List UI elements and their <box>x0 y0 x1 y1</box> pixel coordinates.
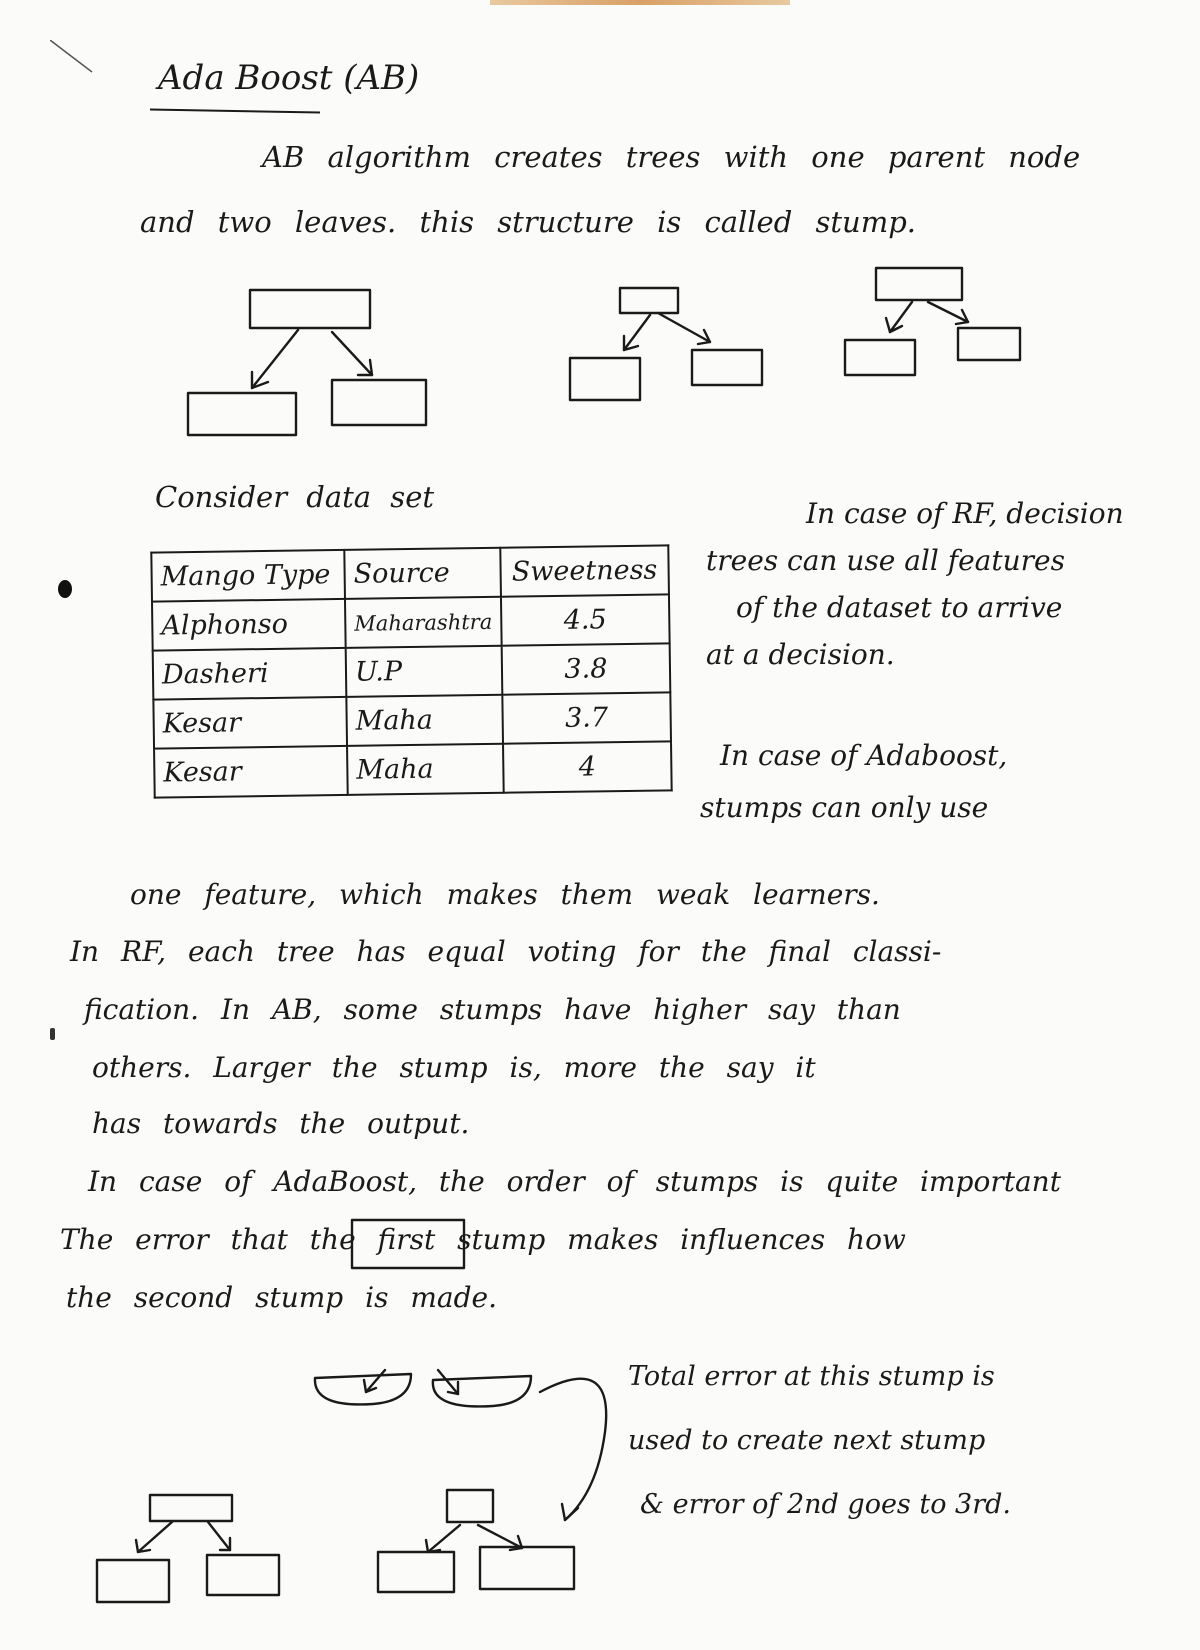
stump-leaf <box>692 350 762 385</box>
stump-leaf <box>845 340 915 375</box>
table-cell: U.P <box>346 646 503 697</box>
table-cell: 4 <box>503 741 672 792</box>
paragraph-line: In case of AdaBoost, the order of stumps is quite important <box>88 1165 1061 1198</box>
stump-leaf <box>378 1552 454 1592</box>
page-dot <box>58 580 72 598</box>
table-row <box>153 692 671 748</box>
stump-diagram-1 <box>188 290 426 435</box>
error-note-line: Total error at this stump is <box>628 1361 995 1392</box>
stump-sequence-2 <box>97 1495 279 1602</box>
dataset-label: Consider data set <box>155 480 435 514</box>
rf-note-line: trees can use all features <box>706 544 1065 577</box>
table-row <box>152 594 670 650</box>
rf-side-note <box>706 490 1176 678</box>
stump-leaf <box>958 328 1020 360</box>
error-note-line: & error of 2nd goes to 3rd. <box>640 1489 1012 1520</box>
table-cell: 3.7 <box>502 692 671 743</box>
stump-leaf <box>315 1374 411 1404</box>
paragraph-line: In RF, each tree has equal voting for the final classi- <box>70 935 942 968</box>
table-cell: Kesar <box>154 746 348 798</box>
header-cell: Sweetness <box>500 545 669 596</box>
table-cell: Maha <box>347 744 504 795</box>
rf-note-line: at a decision. <box>706 638 895 671</box>
table-cell: Dasheri <box>153 648 347 700</box>
intro-line-2: and two leaves. this structure is called stump. <box>140 205 916 239</box>
paragraph-line: The error that the first stump makes influences how <box>60 1223 906 1256</box>
table-cell: 3.8 <box>502 643 671 694</box>
stump-diagram-2 <box>570 288 762 400</box>
stump-leaf <box>570 358 640 400</box>
weak-learner-line: one feature, which makes them weak learners. <box>130 878 880 911</box>
stump-root <box>620 288 678 313</box>
header-cell: Source <box>344 548 501 599</box>
table-row <box>154 741 672 797</box>
stump-root <box>250 290 370 328</box>
stump-leaf <box>480 1547 574 1589</box>
rf-note-line: In case of RF, decision <box>806 497 1124 530</box>
stump-diagram-3 <box>845 268 1020 375</box>
stump-leaf <box>207 1555 279 1595</box>
table-cell: Maharashtra <box>345 597 502 648</box>
mango-dataset-table <box>150 544 672 798</box>
table-cell: Maha <box>346 695 503 746</box>
ab-note-line: In case of Adaboost, <box>720 739 1008 772</box>
page-title: Ada Boost (AB) <box>158 58 420 98</box>
table-cell: 4.5 <box>501 594 670 645</box>
paragraph-line: others. Larger the stump is, more the say it <box>92 1051 816 1084</box>
header-cell: Mango Type <box>151 550 345 602</box>
stump-leaf <box>97 1560 169 1602</box>
stump-sequence-1 <box>315 1220 606 1520</box>
ab-note-line: stumps can only use <box>700 791 989 824</box>
table-cell: Kesar <box>153 697 347 749</box>
page-dot <box>50 1028 55 1040</box>
intro-line-1: AB algorithm creates trees with one parent node <box>262 140 1081 174</box>
paragraph-line: the second stump is made. <box>66 1281 497 1314</box>
paragraph-line: fication. In AB, some stumps have higher say than <box>84 993 901 1026</box>
stump-leaf <box>188 393 296 435</box>
stump-root <box>876 268 962 300</box>
stump-root <box>150 1495 232 1521</box>
adaboost-side-note <box>700 730 1170 834</box>
paragraph-line: has towards the output. <box>92 1107 470 1140</box>
stump-leaf <box>332 380 426 425</box>
error-propagation-note <box>628 1345 1128 1537</box>
stump-sequence-3 <box>378 1490 574 1592</box>
table-cell: Alphonso <box>152 599 346 651</box>
table-header-row <box>151 545 669 601</box>
rf-note-line: of the dataset to arrive <box>736 591 1063 624</box>
stump-root <box>447 1490 493 1522</box>
error-note-line: used to create next stump <box>628 1425 986 1456</box>
table-row <box>153 643 671 699</box>
